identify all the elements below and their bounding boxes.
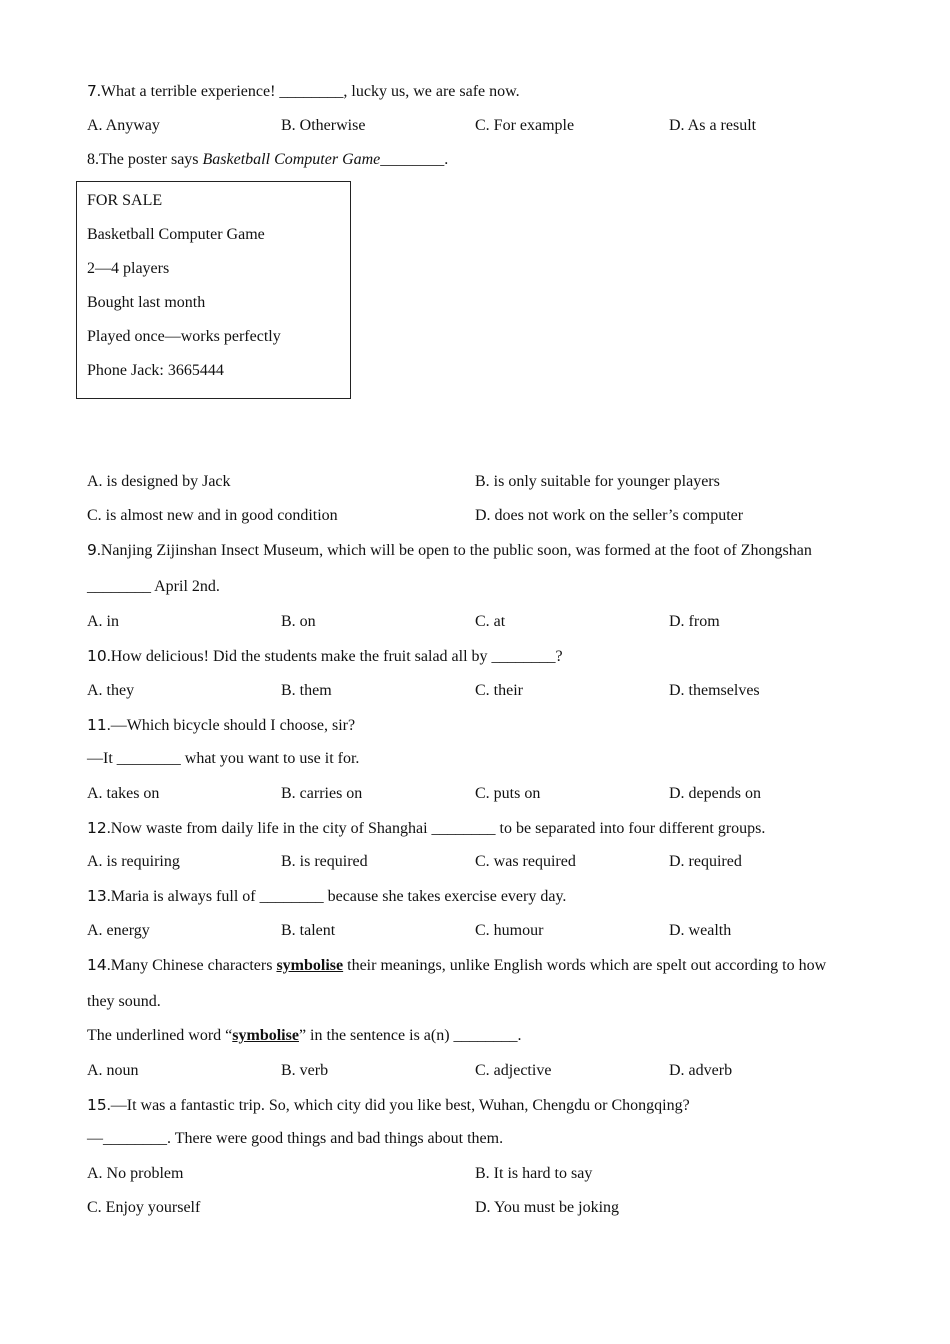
option-a: A. noun xyxy=(87,1062,139,1079)
question-text: .Maria is always full of ________ because she takes exercise every day. xyxy=(106,888,567,905)
option-c: C. was required xyxy=(475,853,576,870)
question-13 xyxy=(87,886,566,907)
question-12 xyxy=(87,818,765,839)
poster-line: Basketball Computer Game xyxy=(87,226,265,243)
option-a: A. they xyxy=(87,682,135,699)
option-b: B. is required xyxy=(281,853,368,870)
question-text: .What a terrible experience! ________, lucky us, we are safe now. xyxy=(96,83,520,100)
option-b: B. It is hard to say xyxy=(475,1165,593,1182)
option-d: D. You must be joking xyxy=(475,1199,620,1216)
question-text: .—It was a fantastic trip. So, which city did you like best, Wuhan, Chengdu or Chongqing? xyxy=(106,1097,690,1114)
line3-post: ” in the sentence is a(n) ________. xyxy=(298,1027,522,1044)
question-text-italic: Basketball Computer Game xyxy=(202,151,381,168)
option-b: B. Otherwise xyxy=(281,117,366,134)
question-9 xyxy=(87,540,812,561)
option-b: B. is only suitable for younger players xyxy=(475,473,720,490)
option-b: B. verb xyxy=(281,1062,329,1079)
question-number: 13 xyxy=(87,887,107,905)
option-a: A. is requiring xyxy=(87,853,180,870)
question-9-line-2: ________ April 2nd. xyxy=(87,578,220,595)
question-number: 7 xyxy=(87,82,97,100)
option-d: D. from xyxy=(669,613,720,630)
question-11-line-2: —It ________ what you want to use it for. xyxy=(87,750,360,767)
underlined-word: symbolise xyxy=(276,957,344,974)
question-8 xyxy=(87,150,448,170)
question-number: 10 xyxy=(87,647,107,665)
question-number: 12 xyxy=(87,819,107,837)
question-text: .How delicious! Did the students make the fruit salad all by ________? xyxy=(106,648,563,665)
option-d: D. required xyxy=(669,853,742,870)
option-b: B. talent xyxy=(281,922,336,939)
option-c: C. at xyxy=(475,613,506,630)
underlined-word: symbolise xyxy=(232,1027,299,1044)
option-c: C. humour xyxy=(475,922,544,939)
question-text-post: their meanings, unlike English words which are spelt out according to how xyxy=(343,957,827,974)
poster-line: Played once—works perfectly xyxy=(87,328,281,345)
option-b: B. on xyxy=(281,613,316,630)
poster-line: 2—4 players xyxy=(87,260,170,277)
poster-line: Bought last month xyxy=(87,294,206,311)
question-14 xyxy=(87,955,826,976)
question-14-line-3 xyxy=(87,1026,522,1046)
option-c: C. adjective xyxy=(475,1062,552,1079)
question-11 xyxy=(87,715,355,736)
question-text: .—Which bicycle should I choose, sir? xyxy=(106,717,356,734)
option-d: D. themselves xyxy=(669,682,760,699)
question-text: .Now waste from daily life in the city of Shanghai ________ to be separated into four different groups. xyxy=(106,820,766,837)
option-a: A. in xyxy=(87,613,119,630)
question-15-line-2: —________. There were good things and bad things about them. xyxy=(87,1130,504,1147)
option-a: A. Anyway xyxy=(87,117,160,134)
poster-line: FOR SALE xyxy=(87,192,163,209)
option-c: C. puts on xyxy=(475,785,541,802)
for-sale-poster xyxy=(76,181,351,399)
question-text: .Nanjing Zijinshan Insect Museum, which will be open to the public soon, was formed at the foot of Zhongshan xyxy=(96,542,812,559)
option-a: A. takes on xyxy=(87,785,160,802)
option-d: D. wealth xyxy=(669,922,732,939)
question-10 xyxy=(87,646,563,667)
option-a: A. is designed by Jack xyxy=(87,473,231,490)
option-a: A. No problem xyxy=(87,1165,184,1182)
question-7 xyxy=(87,81,520,102)
question-number: 14 xyxy=(87,956,107,974)
question-14-line-2: they sound. xyxy=(87,993,161,1010)
option-a: A. energy xyxy=(87,922,150,939)
poster-line: Phone Jack: 3665444 xyxy=(87,362,224,379)
question-text-pre: 8.The poster says xyxy=(87,151,203,168)
question-15 xyxy=(87,1095,690,1116)
option-c: C. their xyxy=(475,682,523,699)
question-text-post: ________. xyxy=(380,151,449,168)
question-number: 9 xyxy=(87,541,97,559)
option-b: B. them xyxy=(281,682,332,699)
option-d: D. As a result xyxy=(669,117,757,134)
option-c: C. is almost new and in good condition xyxy=(87,507,338,524)
question-text-pre: .Many Chinese characters xyxy=(106,957,277,974)
question-number: 15 xyxy=(87,1096,107,1114)
option-d: D. adverb xyxy=(669,1062,733,1079)
option-b: B. carries on xyxy=(281,785,363,802)
line3-pre: The underlined word “ xyxy=(87,1027,233,1044)
option-c: C. For example xyxy=(475,117,575,134)
question-number: 11 xyxy=(87,716,107,734)
option-c: C. Enjoy yourself xyxy=(87,1199,201,1216)
option-d: D. depends on xyxy=(669,785,761,802)
option-d: D. does not work on the seller’s computer xyxy=(475,507,744,524)
